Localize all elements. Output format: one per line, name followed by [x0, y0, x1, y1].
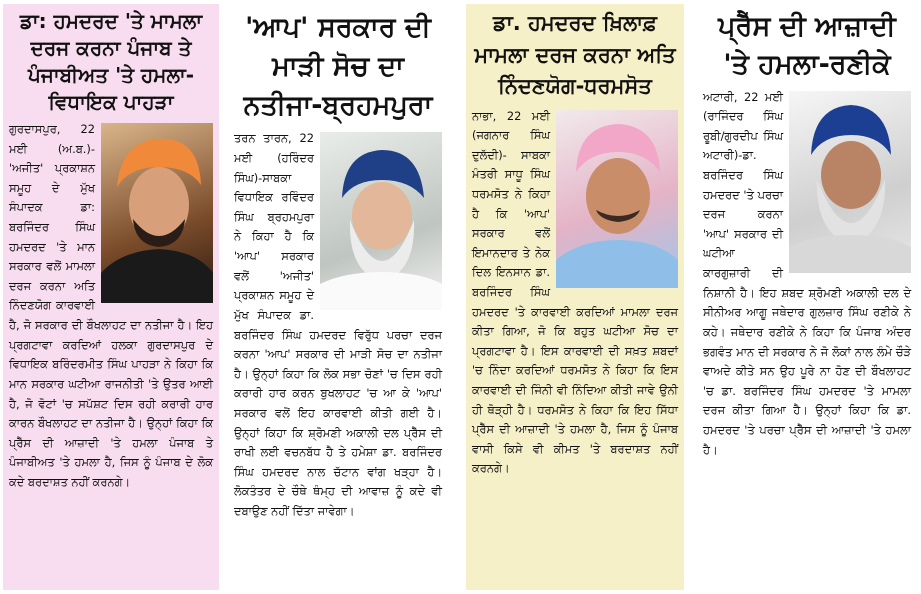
headline: ਡਾ. ਹਮਦਰਦ ਖ਼ਿਲਾਫ਼ ਮਾਮਲਾ ਦਰਜ ਕਰਨਾ ਅਤਿ ਨਿੰਦਣਯੋਗ-ਧਰਮਸੋਤ [474, 11, 676, 98]
article-body-wrap [472, 107, 678, 480]
article-body-wrap [703, 88, 911, 461]
headline: ਡਾ: ਹਮਦਰਦ 'ਤੇ ਮਾਮਲਾ ਦਰਜ ਕਰਨਾ ਪੰਜਾਬ ਤੇ ਪੰਜਾਬੀਅਤ 'ਤੇ ਹਮਲਾ-ਵਿਧਾਇਕ ਪਾਹੜਾ [19, 9, 203, 114]
article-ranike [697, 4, 917, 590]
portrait-image [320, 132, 442, 310]
portrait-photo [789, 91, 911, 273]
article-pahra [3, 4, 219, 590]
article-body: ਨਾਭਾ, 22 ਮਈ (ਜਗਨਾਰ ਸਿੰਘ ਦੁਲੱਦੀ)- ਸਾਬਕਾ ਮੰਤਰੀ ਸਾਧੂ ਸਿੰਘ ਧਰਮਸੋਤ ਨੇ ਕਿਹਾ ਹੈ ਕਿ 'ਆਪ' ਸਰਕਾਰ ਵਲੋਂ ਇਮਾਨਦਾਰ ਤੇ ਨੇਕ ਦਿਲ ਇਨਸਾਨ ਡਾ. ਬਰਜਿੰਦਰ ਸਿੰਘ ਹਮਦਰਦ 'ਤੇ ਕਾਰਵਾਈ ਕਰਦਿਆਂ ਮਾਮਲਾ ਦਰਜ ਕੀਤਾ ਗਿਆ, ਜੋ ਕਿ ਬਹੁਤ ਘਟੀਆ ਸੋਚ ਦਾ ਪ੍ਰਗਟਾਵਾ ਹੈ। ਇਸ ਕਾਰਵਾਈ ਦੀ ਸਖ਼ਤ ਸ਼ਬਦਾਂ 'ਚ ਨਿੰਦਾ ਕਰਦਿਆਂ ਧਰਮਸੋਤ ਨੇ ਕਿਹਾ ਕਿ ਇਸ ਕਾਰਵਾਈ ਦੀ ਜਿੰਨੀ ਵੀ ਨਿੰਦਿਆ ਕੀਤੀ ਜਾਵੇ ਉਨੀ ਹੀ ਥੋੜ੍ਹੀ ਹੈ। ਧਰਮਸੋਤ ਨੇ ਕਿਹਾ ਕਿ ਇਹ ਸਿੱਧਾ ਪ੍ਰੈੱਸ ਦੀ ਆਜ਼ਾਦੀ 'ਤੇ ਹਮਲਾ ਹੈ, ਜਿਸ ਨੂੰ ਪੰਜਾਬ ਵਾਸੀ ਕਿਸੇ ਵੀ ਕੀਮਤ 'ਤੇ ਬਰਦਾਸ਼ਤ ਨਹੀਂ ਕਰਨਗੇ। [472, 108, 678, 476]
article-brahmpura [228, 4, 448, 590]
article-body-wrap [9, 120, 213, 493]
portrait-image [556, 110, 678, 288]
portrait-photo [320, 132, 442, 310]
article-body-wrap [234, 129, 442, 521]
article-body: ਤਰਨ ਤਾਰਨ, 22 ਮਈ (ਹਰਿੰਦਰ ਸਿੰਘ)-ਸਾਬਕਾ ਵਿਧਾਇਕ ਰਵਿੰਦਰ ਸਿੰਘ ਬ੍ਰਹਮਪੁਰਾ ਨੇ ਕਿਹਾ ਹੈ ਕਿ 'ਆਪ' ਸਰਕਾਰ ਵਲੋਂ 'ਅਜੀਤ' ਪ੍ਰਕਾਸ਼ਨ ਸਮੂਹ ਦੇ ਮੁੱਖ ਸੰਪਾਦਕ ਡਾ. ਬਰਜਿੰਦਰ ਸਿੰਘ ਹਮਦਰਦ ਵਿਰੁੱਧ ਪਰਚਾ ਦਰਜ ਕਰਨਾ 'ਆਪ' ਸਰਕਾਰ ਦੀ ਮਾੜੀ ਸੋਚ ਦਾ ਨਤੀਜਾ ਹੈ। ਉਨ੍ਹਾਂ ਕਿਹਾ ਕਿ ਲੋਕ ਸਭਾ ਚੋਣਾਂ 'ਚ ਦਿਸ ਰਹੀ ਕਰਾਰੀ ਹਾਰ ਕਰਨ ਬੁਖਲਾਹਟ 'ਚ ਆ ਕੇ 'ਆਪ' ਸਰਕਾਰ ਵਲੋਂ ਇਹ ਕਾਰਵਾਈ ਕੀਤੀ ਗਈ ਹੈ। ਉਨ੍ਹਾਂ ਕਿਹਾ ਕਿ ਸ਼੍ਰੋਮਣੀ ਅਕਾਲੀ ਦਲ ਪ੍ਰੈੱਸ ਦੀ ਰਾਖੀ ਲਈ ਵਚਨਬੱਧ ਹੈ ਤੇ ਹਮੇਸ਼ਾ ਡਾ. ਬਰਜਿੰਦਰ ਸਿੰਘ ਹਮਦਰਦ ਨਾਲ ਚੱਟਾਨ ਵਾਂਗ ਖੜ੍ਹਾ ਹੈ। ਲੋਕਤੰਤਰ ਦੇ ਚੌਥੇ ਥੰਮ੍ਹ ਦੀ ਆਵਾਜ਼ ਨੂੰ ਕਦੇ ਵੀ ਦਬਾਉਣ ਨਹੀਂ ਦਿੱਤਾ ਜਾਵੇਗਾ। [234, 131, 442, 518]
portrait-photo [101, 123, 213, 303]
article-body: ਗੁਰਦਾਸਪੁਰ, 22 ਮਈ (ਅ.ਬ.)- 'ਅਜੀਤ' ਪ੍ਰਕਾਸ਼ਨ ਸਮੂਹ ਦੇ ਮੁੱਖ ਸੰਪਾਦਕ ਡਾ: ਬਰਜਿੰਦਰ ਸਿੰਘ ਹਮਦਰਦ 'ਤੇ ਮਾਨ ਸਰਕਾਰ ਵਲੋਂ ਮਾਮਲਾ ਦਰਜ ਕਰਨਾ ਅਤਿ ਨਿੰਦਣਯੋਗ ਕਾਰਵਾਈ ਹੈ, ਜੋ ਸਰਕਾਰ ਦੀ ਬੌਖਲਾਹਟ ਦਾ ਨਤੀਜਾ ਹੈ। ਇਹ ਪ੍ਰਗਟਾਵਾ ਕਰਦਿਆਂ ਹਲਕਾ ਗੁਰਦਾਸਪੁਰ ਦੇ ਵਿਧਾਇਕ ਬਰਿੰਦਰਮੀਤ ਸਿੰਘ ਪਾਹੜਾ ਨੇ ਕਿਹਾ ਕਿ ਮਾਨ ਸਰਕਾਰ ਘਟੀਆ ਰਾਜਨੀਤੀ 'ਤੇ ਉਤਰ ਆਈ ਹੈ, ਜੋ ਵੋਟਾਂ 'ਚ ਸਪੱਸ਼ਟ ਦਿਸ ਰਹੀ ਕਰਾਰੀ ਹਾਰ ਕਾਰਨ ਬੌਖਲਾਹਟ ਦਾ ਨਤੀਜਾ ਹੈ। ਉਨ੍ਹਾਂ ਕਿਹਾ ਕਿ ਪ੍ਰੈੱਸ ਦੀ ਆਜ਼ਾਦੀ 'ਤੇ ਹਮਲਾ ਪੰਜਾਬ ਤੇ ਪੰਜਾਬੀਅਤ 'ਤੇ ਹਮਲਾ ਹੈ, ਜਿਸ ਨੂੰ ਪੰਜਾਬ ਦੇ ਲੋਕ ਕਦੇ ਬਰਦਾਸ਼ਤ ਨਹੀਂ ਕਰਨਗੇ। [9, 122, 213, 489]
portrait-image [101, 123, 213, 303]
portrait-photo [556, 110, 678, 288]
portrait-image [789, 91, 911, 273]
headline: 'ਆਪ' ਸਰਕਾਰ ਦੀ ਮਾੜੀ ਸੋਚ ਦਾ ਨਤੀਜਾ-ਬ੍ਰਹਮਪੁਰਾ [243, 12, 433, 122]
headline: ਪ੍ਰੈੱਸ ਦੀ ਆਜ਼ਾਦੀ 'ਤੇ ਹਮਲਾ-ਰਣੀਕੇ [718, 11, 896, 80]
article-body: ਅਟਾਰੀ, 22 ਮਈ (ਰਾਜਿੰਦਰ ਸਿੰਘ ਰੂਬੀ/ਗੁਰਦੀਪ ਸਿੰਘ ਅਟਾਰੀ)-ਡਾ. ਬਰਜਿੰਦਰ ਸਿੰਘ ਹਮਦਰਦ 'ਤੇ ਪਰਚਾ ਦਰਜ ਕਰਨਾ 'ਆਪ' ਸਰਕਾਰ ਦੀ ਘਟੀਆ ਕਾਰਗੁਜ਼ਾਰੀ ਦੀ ਨਿਸ਼ਾਨੀ ਹੈ। ਇਹ ਸ਼ਬਦ ਸ਼੍ਰੋਮਣੀ ਅਕਾਲੀ ਦਲ ਦੇ ਸੀਨੀਅਰ ਆਗੂ ਜਥੇਦਾਰ ਗੁਲਜ਼ਾਰ ਸਿੰਘ ਰਣੀਕੇ ਨੇ ਕਹੇ। ਜਥੇਦਾਰ ਰਣੀਕੇ ਨੇ ਕਿਹਾ ਕਿ ਪੰਜਾਬ ਅੰਦਰ ਭਗਵੰਤ ਮਾਨ ਦੀ ਸਰਕਾਰ ਨੇ ਜੋ ਲੋਕਾਂ ਨਾਲ ਲੰਮੇ ਚੌੜੇ ਵਾਅਦੇ ਕੀਤੇ ਸਨ ਉਹ ਪੂਰੇ ਨਾ ਹੋਣ ਦੀ ਬੌਖਲਾਹਟ 'ਚ ਡਾ. ਬਰਜਿੰਦਰ ਸਿੰਘ ਹਮਦਰਦ 'ਤੇ ਮਾਮਲਾ ਦਰਜ ਕੀਤਾ ਗਿਆ ਹੈ। ਉਨ੍ਹਾਂ ਕਿਹਾ ਕਿ ਡਾ. ਹਮਦਰਦ 'ਤੇ ਪਰਚਾ ਪ੍ਰੈੱਸ ਦੀ ਆਜ਼ਾਦੀ 'ਤੇ ਹਮਲਾ ਹੈ। [703, 89, 911, 457]
article-dharamsot [466, 4, 684, 590]
